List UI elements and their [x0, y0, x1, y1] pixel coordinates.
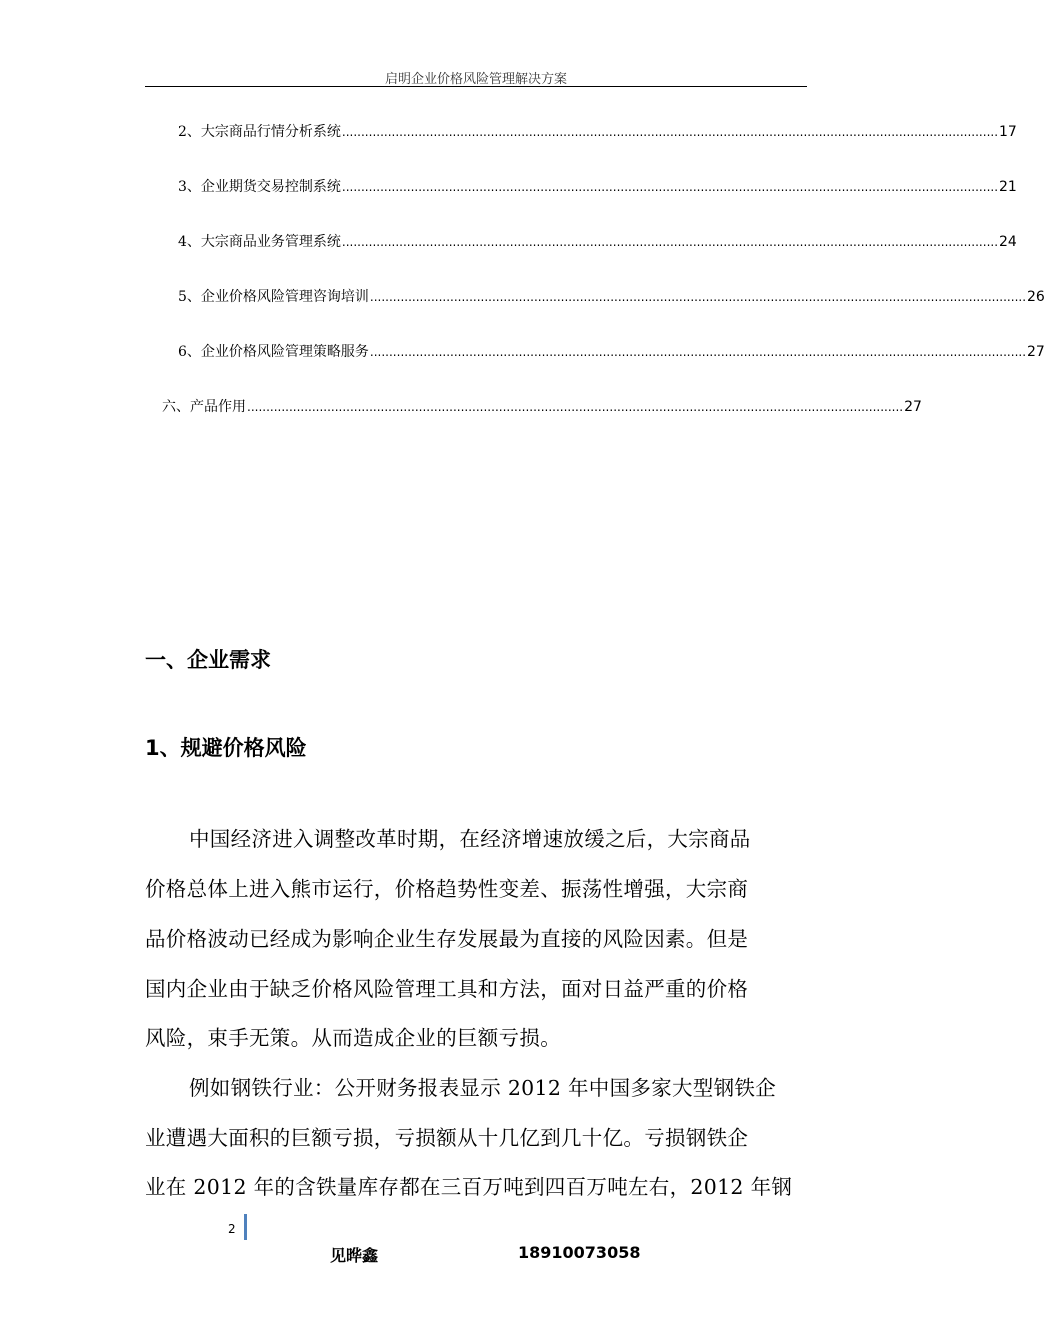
- toc-entry-page: 26: [1027, 289, 1045, 305]
- paragraph-line: 国内企业由于缺乏价格风险管理工具和方法，面对日益严重的价格: [145, 977, 749, 1001]
- toc-entry-page: 21: [999, 179, 1017, 195]
- toc-entry-page: 17: [999, 124, 1017, 140]
- toc-dot-leader: ............................................................................................................................................................................: [341, 125, 999, 139]
- toc-entry-page: 27: [1027, 344, 1045, 360]
- toc-dot-leader: ............................................................................................................................................................................: [369, 345, 1027, 359]
- paragraph-line: 价格总体上进入熊市运行，价格趋势性变差、振荡性增强，大宗商: [145, 877, 749, 901]
- toc-entry-page: 27: [904, 399, 922, 415]
- header-title: 启明企业价格风险管理解决方案: [384, 72, 567, 87]
- toc-entry[interactable]: [178, 121, 1017, 141]
- toc-entry[interactable]: [162, 396, 922, 416]
- toc-entry[interactable]: [178, 286, 1045, 306]
- paragraph-line: 例如钢铁行业：公开财务报表显示 2012 年中国多家大型钢铁企: [189, 1076, 777, 1100]
- footer-contact-name: 见晔鑫: [330, 1246, 379, 1265]
- toc-dot-leader: ............................................................................................................................................................................: [341, 235, 999, 249]
- paragraph-line: 风险，束手无策。从而造成企业的巨额亏损。: [145, 1026, 561, 1050]
- page-number-bar: [244, 1214, 247, 1240]
- page-number: 2: [228, 1222, 236, 1236]
- toc-entry-page: 24: [999, 234, 1017, 250]
- paragraph-line: 业在 2012 年的含铁量库存都在三百万吨到四百万吨左右，2012 年钢: [145, 1175, 793, 1199]
- toc-entry-label: 5、企业价格风险管理咨询培训: [178, 289, 369, 305]
- section-heading: 一、企业需求: [145, 648, 271, 672]
- toc-entry-label: 2、大宗商品行情分析系统: [178, 124, 341, 140]
- toc-entry-label: 4、大宗商品业务管理系统: [178, 234, 341, 250]
- toc-dot-leader: ............................................................................................................................................................................: [341, 180, 999, 194]
- toc-entry[interactable]: [178, 231, 1017, 251]
- toc-entry-label: 6、企业价格风险管理策略服务: [178, 344, 369, 360]
- paragraph-line: 中国经济进入调整改革时期，在经济增速放缓之后，大宗商品: [189, 827, 751, 851]
- toc-entry[interactable]: [178, 341, 1045, 361]
- toc-entry[interactable]: [178, 176, 1017, 196]
- paragraph-line: 品价格波动已经成为影响企业生存发展最为直接的风险因素。但是: [145, 927, 749, 951]
- footer-contact-phone: 18910073058: [518, 1243, 641, 1262]
- header-rule: [145, 86, 807, 87]
- subsection-heading: 1、规避价格风险: [145, 736, 307, 760]
- toc-dot-leader: ............................................................................................................................................................................: [247, 400, 904, 414]
- toc-entry-label: 3、企业期货交易控制系统: [178, 179, 341, 195]
- toc-dot-leader: ............................................................................................................................................................................: [369, 290, 1027, 304]
- paragraph-line: 业遭遇大面积的巨额亏损，亏损额从十几亿到几十亿。亏损钢铁企: [145, 1126, 749, 1150]
- toc-entry-label: 六、产品作用: [162, 399, 246, 415]
